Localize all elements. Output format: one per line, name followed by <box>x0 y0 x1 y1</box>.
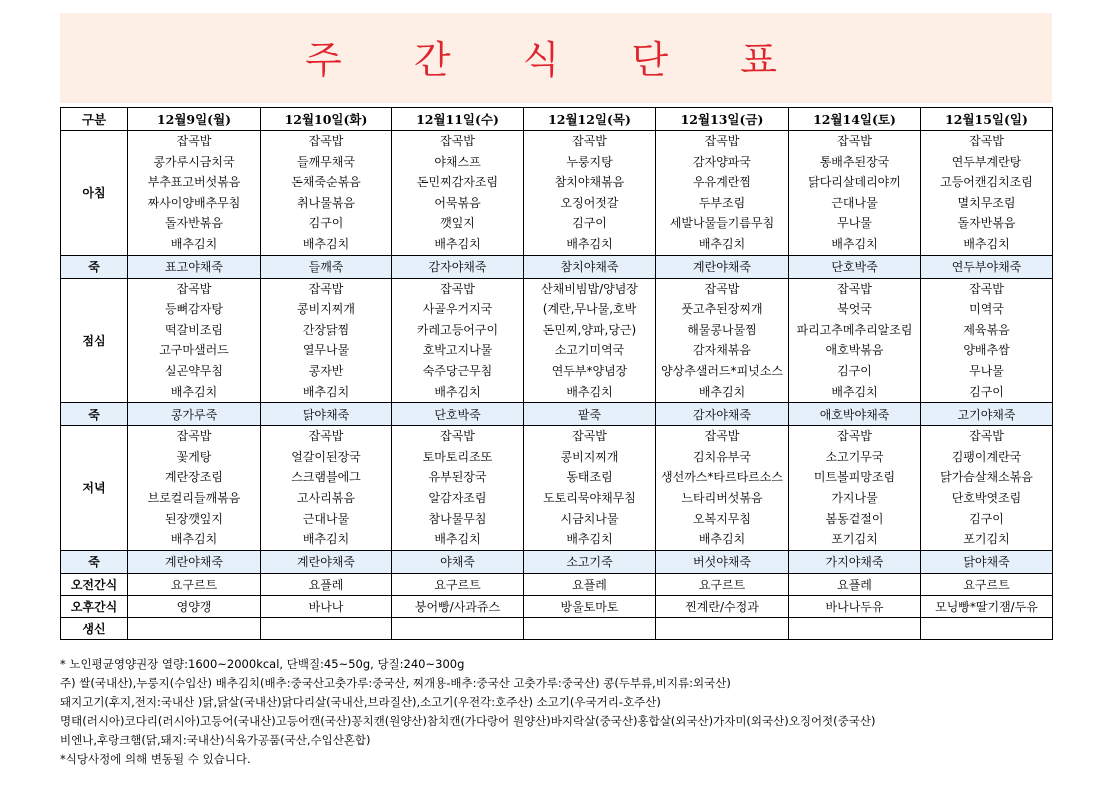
menu-item: (계란,무나물,호박 <box>542 302 637 317</box>
menu-item: 소고기미역국 <box>554 343 625 358</box>
menu-item: 잡곡밥 <box>440 429 475 444</box>
breakfast-cell <box>789 131 921 256</box>
menu-item: 배추김치 <box>302 532 350 547</box>
menu-item: 열무나물 <box>302 343 350 358</box>
breakfast-cell <box>128 131 261 256</box>
porridge-2-item: 팥죽 <box>524 403 656 426</box>
footnote-line: 주) 쌀(국내산),누룽지(수입산) 배추김치(배추:중국산고춧가루:중국산, 찌개용-배추:중국산 고춧가루:중국산) 콩(두부류,비지류:외국산) <box>60 676 731 690</box>
menu-item: 감자양파국 <box>693 154 751 169</box>
menu-item: 콩비지찌개 <box>297 302 355 317</box>
menu-item: 무나물 <box>837 216 872 231</box>
menu-item: 포기김치 <box>831 532 878 547</box>
menu-item: 잡곡밥 <box>308 281 344 296</box>
menu-item: 동태조림 <box>566 470 613 485</box>
menu-item: 스크램블에그 <box>291 470 361 485</box>
menu-item: 배추김치 <box>434 532 481 547</box>
porridge-1-item: 계란야채죽 <box>656 255 789 278</box>
menu-item: 김치유부국 <box>693 449 751 464</box>
porridge-2-item: 고기야채죽 <box>921 403 1053 426</box>
porridge-1-item: 감자야채죽 <box>392 255 524 278</box>
menu-item: 감자채볶음 <box>693 343 751 358</box>
menu-item: 누룽지탕 <box>566 154 613 169</box>
menu-item: 연두부*양념장 <box>551 363 628 378</box>
footnote-line: * 노인평균영양권장 열량:1600~2000kcal, 단백질:45~50g, 당질:240~300g <box>60 657 465 671</box>
header-row <box>61 108 1053 131</box>
lunch-cell <box>524 278 656 403</box>
menu-item: 소고기무국 <box>825 449 884 464</box>
menu-item: 콩비지찌개 <box>560 449 619 464</box>
menu-item: 잡곡밥 <box>572 429 607 444</box>
footnote-line: 돼지고기(후지,전지:국내산 )닭,닭살(국내산)닭다리살(국내산,브라질산),소고기(우전각:호주산) 소고기(우국거리-호주산) <box>60 695 661 709</box>
menu-item: 잡곡밥 <box>969 429 1004 444</box>
menu-item: 풋고추된장찌개 <box>681 302 763 317</box>
menu-item: 잡곡밥 <box>572 134 607 148</box>
afternoon-snack-item: 바나나 <box>261 595 392 617</box>
birthday-item <box>656 617 789 639</box>
birthday-item <box>524 617 656 639</box>
menu-item: 배추김치 <box>698 532 746 547</box>
menu-item: 고사리볶음 <box>297 490 355 505</box>
porridge-3-item: 버섯야채죽 <box>656 550 789 573</box>
afternoon-snack-row <box>61 595 1053 617</box>
breakfast-cell <box>392 131 524 256</box>
menu-item: 우유계란찜 <box>693 175 751 190</box>
menu-item: 무나물 <box>969 363 1004 378</box>
menu-item: 사골우거지국 <box>422 302 493 317</box>
menu-item: 잡곡밥 <box>176 281 212 296</box>
menu-item: 잡곡밥 <box>440 281 475 296</box>
menu-item: 북엇국 <box>837 302 872 317</box>
menu-item: 들깨무채국 <box>297 154 355 169</box>
breakfast-cell <box>261 131 392 256</box>
lunch-cell <box>128 278 261 403</box>
menu-item: 김구이 <box>837 363 872 378</box>
menu-item: 도토리묵야채무침 <box>543 490 636 505</box>
menu-item: 파리고추메추리알조림 <box>796 322 913 337</box>
menu-item: 돈민찌감자조림 <box>416 175 499 190</box>
menu-item: 고구마샐러드 <box>159 343 229 358</box>
menu-item: 배추김치 <box>302 236 350 251</box>
menu-item: 잡곡밥 <box>704 429 740 444</box>
footnote-line: 비엔나,후랑크햄(닭,돼지:국내산)식육가공품(국산,수입산혼합) <box>60 733 371 747</box>
menu-item: 애호박볶음 <box>825 343 884 358</box>
footnote-line: *식당사정에 의해 변동될 수 있습니다. <box>60 752 251 766</box>
menu-item: 배추김치 <box>831 384 878 399</box>
menu-item: 깻잎지 <box>440 216 475 231</box>
porridge-2-item: 단호박죽 <box>392 403 524 426</box>
weekly-menu-table <box>60 107 1053 640</box>
menu-item: 김구이 <box>969 384 1004 399</box>
lunch-cell <box>921 278 1053 403</box>
menu-item: 잡곡밥 <box>969 134 1004 148</box>
menu-item: 생선까스*타르타르소스 <box>661 470 783 485</box>
birthday-item <box>789 617 921 639</box>
menu-item: 배추김치 <box>170 532 218 547</box>
morning-snack-item: 요구르트 <box>128 573 261 595</box>
menu-item: 근대나물 <box>831 195 878 210</box>
menu-item: 배추김치 <box>170 384 218 399</box>
porridge-2-item: 닭야채죽 <box>261 403 392 426</box>
porridge-2-item: 애호박야채죽 <box>789 403 921 426</box>
menu-item: 미역국 <box>969 302 1004 317</box>
menu-item: 잡곡밥 <box>837 429 872 444</box>
morning-snack-item: 요플레 <box>789 573 921 595</box>
title-banner <box>60 13 1052 103</box>
menu-item: 닭가슴살채소볶음 <box>940 470 1033 485</box>
menu-item: 포기김치 <box>963 532 1010 547</box>
menu-item: 잡곡밥 <box>440 134 475 148</box>
menu-item: 떡갈비조림 <box>165 322 223 337</box>
menu-item: 꽃게탕 <box>176 449 212 464</box>
menu-item: 배추김치 <box>434 384 481 399</box>
porridge-1-item: 참치야채죽 <box>524 255 656 278</box>
birthday-item <box>128 617 261 639</box>
footnote-line: 명태(러시아)코다리(러시아)고등어(국내산)고등어캔(국산)꽁치캔(원양산)참치캔(가다랑어 원양산)바지락살(중국산)홍합살(외국산)가자미(외국산)오징어젓(중국산) <box>60 714 876 728</box>
menu-item: 숙주당근무침 <box>422 363 493 378</box>
morning-snack-row <box>61 573 1053 595</box>
porridge-3-label: 죽 <box>61 550 128 573</box>
menu-item: 단호박엿조림 <box>951 490 1022 505</box>
breakfast-label: 아침 <box>61 131 128 256</box>
birthday-label: 생신 <box>61 617 128 639</box>
menu-item: 잡곡밥 <box>176 429 212 444</box>
menu-item: 잡곡밥 <box>837 281 872 296</box>
morning-snack-label: 오전간식 <box>61 573 128 595</box>
menu-item: 시금치나물 <box>560 511 619 526</box>
menu-item: 김구이 <box>572 216 607 231</box>
menu-item: 김구이 <box>969 511 1004 526</box>
menu-item: 봄동겉절이 <box>825 511 884 526</box>
menu-item: 김팽이계란국 <box>951 449 1022 464</box>
menu-item: 고등어캔김치조림 <box>940 175 1033 190</box>
porridge-1-item: 표고야채죽 <box>128 255 261 278</box>
menu-item: 돌자반볶음 <box>957 216 1016 231</box>
menu-item: 두부조림 <box>698 195 746 210</box>
porridge-1-item: 단호박죽 <box>789 255 921 278</box>
menu-item: 해물콩나물찜 <box>687 322 757 337</box>
afternoon-snack-item: 바나나두유 <box>789 595 921 617</box>
porridge-3-item: 계란야채죽 <box>261 550 392 573</box>
day-header: 12월11일(수) <box>392 108 524 131</box>
dinner-row <box>61 426 1053 551</box>
porridge-1-row <box>61 255 1053 278</box>
menu-item: 잡곡밥 <box>704 281 740 296</box>
lunch-cell <box>656 278 789 403</box>
porridge-3-item: 닭야채죽 <box>921 550 1053 573</box>
porridge-2-row <box>61 403 1053 426</box>
afternoon-snack-item: 모닝빵*딸기잼/두유 <box>921 595 1053 617</box>
menu-item: 브로컬리들깨볶음 <box>147 490 241 505</box>
menu-item: 배추김치 <box>963 236 1010 251</box>
menu-item: 양배추쌈 <box>963 343 1010 358</box>
morning-snack-item: 요구르트 <box>921 573 1053 595</box>
menu-item: 연두부계란탕 <box>951 154 1022 169</box>
porridge-1-item: 들깨죽 <box>261 255 392 278</box>
afternoon-snack-item: 방울토마토 <box>524 595 656 617</box>
dinner-label: 저녁 <box>61 426 128 551</box>
menu-item: 짜사이양배추무침 <box>147 195 241 210</box>
menu-item: 간장닭찜 <box>302 322 350 337</box>
porridge-2-label: 죽 <box>61 403 128 426</box>
menu-item: 참치야채볶음 <box>554 175 625 190</box>
porridge-3-item: 야채죽 <box>392 550 524 573</box>
menu-item: 된장깻잎지 <box>165 511 223 526</box>
breakfast-cell <box>921 131 1053 256</box>
menu-item: 배추김치 <box>566 532 613 547</box>
day-header: 12월12일(목) <box>524 108 656 131</box>
menu-item: 배추김치 <box>831 236 878 251</box>
menu-item: 오징어젓갈 <box>560 195 619 210</box>
menu-item: 계란장조림 <box>165 470 223 485</box>
menu-item: 가지나물 <box>831 490 878 505</box>
menu-item: 잡곡밥 <box>176 134 212 148</box>
menu-item: 산채비빔밥/양념장 <box>541 281 638 296</box>
menu-item: 세발나물들기름무침 <box>669 216 775 231</box>
birthday-item <box>392 617 524 639</box>
porridge-3-item: 소고기죽 <box>524 550 656 573</box>
menu-item: 김구이 <box>308 216 344 231</box>
menu-item: 양상추샐러드*피넛소스 <box>661 363 783 378</box>
porridge-3-item: 가지야채죽 <box>789 550 921 573</box>
day-header: 12월9일(월) <box>128 108 261 131</box>
menu-item: 호박고지나물 <box>422 343 493 358</box>
menu-item: 야채스프 <box>434 154 481 169</box>
menu-item: 오복지무침 <box>693 511 751 526</box>
porridge-3-item: 계란야채죽 <box>128 550 261 573</box>
menu-item: 돈민찌,양파,당근) <box>542 322 637 337</box>
lunch-cell <box>392 278 524 403</box>
menu-item: 콩자반 <box>308 363 344 378</box>
day-header: 12월10일(화) <box>261 108 392 131</box>
menu-item: 잡곡밥 <box>308 134 344 148</box>
menu-item: 참나물무침 <box>428 511 487 526</box>
porridge-2-item: 감자야채죽 <box>656 403 789 426</box>
menu-item: 통배추된장국 <box>819 154 890 169</box>
afternoon-snack-item: 영양갱 <box>128 595 261 617</box>
birthday-row <box>61 617 1053 639</box>
dinner-cell <box>921 426 1053 551</box>
lunch-cell <box>261 278 392 403</box>
breakfast-cell <box>656 131 789 256</box>
menu-item: 근대나물 <box>302 511 350 526</box>
birthday-item <box>261 617 392 639</box>
afternoon-snack-label: 오후간식 <box>61 595 128 617</box>
day-header: 12월14일(토) <box>789 108 921 131</box>
lunch-cell <box>789 278 921 403</box>
menu-item: 배추김치 <box>698 236 746 251</box>
afternoon-snack-item: 찐계란/수정과 <box>656 595 789 617</box>
menu-item: 돌자반볶음 <box>165 216 223 231</box>
menu-item: 어묵볶음 <box>434 195 481 210</box>
day-header: 12월13일(금) <box>656 108 789 131</box>
menu-item: 배추김치 <box>698 384 746 399</box>
lunch-row <box>61 278 1053 403</box>
menu-item: 배추김치 <box>170 236 218 251</box>
dinner-cell <box>261 426 392 551</box>
morning-snack-item: 요플레 <box>524 573 656 595</box>
menu-item: 돈채죽순볶음 <box>291 175 361 190</box>
menu-item: 유부된장국 <box>428 470 487 485</box>
porridge-1-label: 죽 <box>61 255 128 278</box>
porridge-1-item: 연두부야채죽 <box>921 255 1053 278</box>
menu-item: 배추김치 <box>566 236 613 251</box>
menu-item: 제육볶음 <box>963 322 1010 337</box>
afternoon-snack-item: 붕어빵/사과쥬스 <box>392 595 524 617</box>
dinner-cell <box>524 426 656 551</box>
breakfast-row <box>61 131 1053 256</box>
menu-item: 잡곡밥 <box>704 134 740 148</box>
dinner-cell <box>789 426 921 551</box>
menu-item: 실곤약무침 <box>165 363 223 378</box>
menu-item: 닭다리살데리야끼 <box>808 175 901 190</box>
morning-snack-item: 요구르트 <box>392 573 524 595</box>
menu-item: 알감자조림 <box>428 490 487 505</box>
header-label: 구분 <box>61 108 128 131</box>
menu-item: 배추김치 <box>566 384 613 399</box>
footnotes <box>60 655 1060 769</box>
menu-item: 잡곡밥 <box>837 134 872 148</box>
dinner-cell <box>656 426 789 551</box>
lunch-label: 점심 <box>61 278 128 403</box>
menu-item: 배추김치 <box>434 236 481 251</box>
menu-item: 등뼈감자탕 <box>165 302 223 317</box>
menu-item: 미트볼피망조림 <box>813 470 896 485</box>
birthday-item <box>921 617 1053 639</box>
page-title: 주 간 식 단 표 <box>305 38 807 82</box>
menu-item: 배추김치 <box>302 384 350 399</box>
porridge-2-item: 콩가루죽 <box>128 403 261 426</box>
menu-item: 토마토리조또 <box>422 449 493 464</box>
breakfast-cell <box>524 131 656 256</box>
menu-item: 잡곡밥 <box>308 429 344 444</box>
day-header: 12월15일(일) <box>921 108 1053 131</box>
morning-snack-item: 요구르트 <box>656 573 789 595</box>
porridge-3-row <box>61 550 1053 573</box>
menu-item: 취나물볶음 <box>297 195 355 210</box>
menu-item: 얼갈이된장국 <box>291 449 361 464</box>
dinner-cell <box>128 426 261 551</box>
menu-item: 멸치무조림 <box>957 195 1016 210</box>
menu-item: 잡곡밥 <box>969 281 1004 296</box>
morning-snack-item: 요플레 <box>261 573 392 595</box>
dinner-cell <box>392 426 524 551</box>
menu-item: 부추표고버섯볶음 <box>147 175 241 190</box>
menu-item: 콩가루시금치국 <box>153 154 235 169</box>
menu-item: 카레고등어구이 <box>416 322 499 337</box>
menu-item: 느타리버섯볶음 <box>681 490 763 505</box>
